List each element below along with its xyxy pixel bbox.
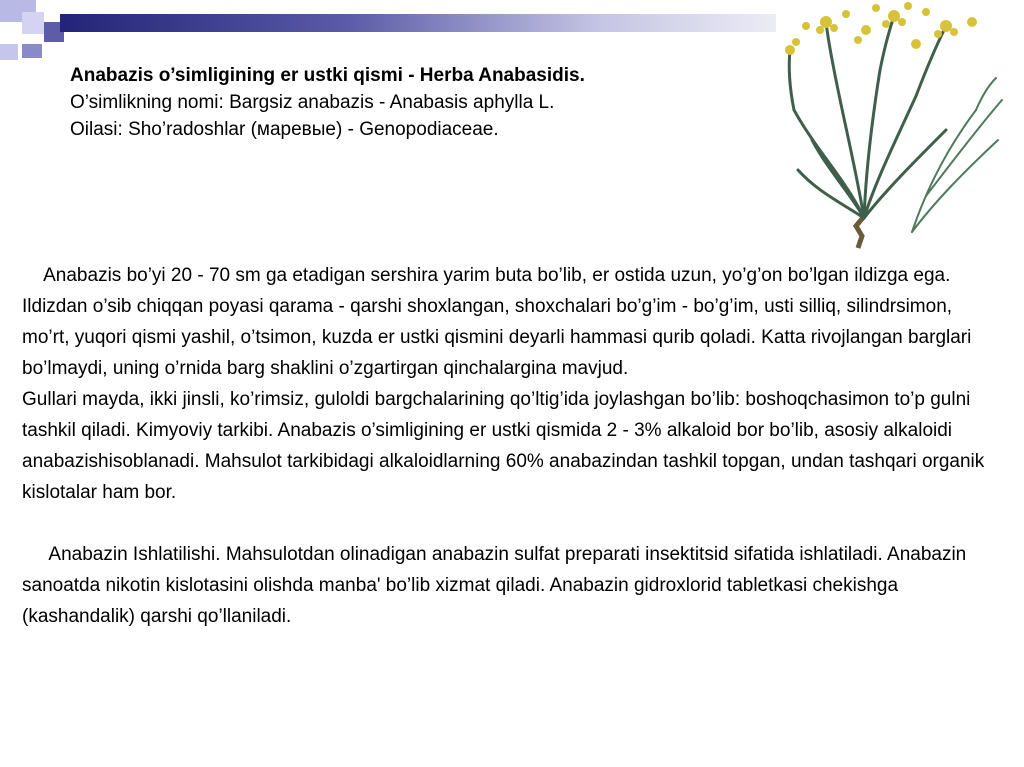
- paragraph-spacer: [22, 508, 992, 539]
- title-gradient-bar: [60, 14, 776, 32]
- corner-square: [22, 12, 44, 34]
- corner-square: [0, 44, 18, 60]
- description-paragraph: Anabazis bo’yi 20 - 70 sm ga etadigan sershira yarim buta bo’lib, er ostida uzun, yo’g’on bo’lgan ildizga ega. Ildizdan o’sib chiqqan poyasi qarama - qarshi shoxlangan, shoxchalari bo’g’im - bo’g’im, usti silliq, silindrsimon, mo’rt, yuqori qismi yashil, o’tsimon, kuzda er ustki qismini deyarli hammasi qurib qoladi. Katta rivojlangan barglari bo’lmaydi, uning o’rnida barg shaklini o’zgartirgan qinchalargina mavjud.: [22, 265, 977, 379]
- slide-title: Anabazis o’simligining er ustki qismi - Herba Anabasidis.: [70, 65, 585, 86]
- usage-paragraph: Anabazin Ishlatilishi. Mahsulotdan olinadigan anabazin sulfat preparati insektitsid sifatida ishlatiladi. Anabazin sanoatda nikotin kislotasini olishda manba' bo’lib xizmat qiladi. Anabazin gidroxlorid tabletkasi chekishga (kashandalik) qarshi qo’llaniladi.: [22, 544, 972, 627]
- plant-family-line: Oilasi: Sho’radoshlar (маревые) - Genopodiaceae.: [70, 119, 499, 140]
- corner-square: [22, 44, 42, 58]
- flowers-chemistry-paragraph: Gullari mayda, ikki jinsli, ko’rimsiz, guloldi bargchalarining qo’ltig’ida joylashgan bo’lib: boshoqchasimon to’p gulni tashkil qiladi. Kimyoviy tarkibi. Anabazis o’simligining er ustki qismida 2 - 3% alkaloid bor bo’lib, asosiy alkaloidi anabazishisoblanadi. Mahsulot tarkibidagi alkaloidlarning 60% anabazindan tashkil topgan, undan tashqari organik kislotalar ham bor.: [22, 389, 985, 503]
- anabasis-plant-illustration-icon: [776, 0, 1012, 250]
- plant-name-line: O’simlikning nomi: Bargsiz anabazis - Anabasis aphylla L.: [70, 92, 555, 113]
- slide-body: [22, 260, 992, 632]
- slide-header: [70, 62, 790, 143]
- corner-square: [0, 22, 22, 44]
